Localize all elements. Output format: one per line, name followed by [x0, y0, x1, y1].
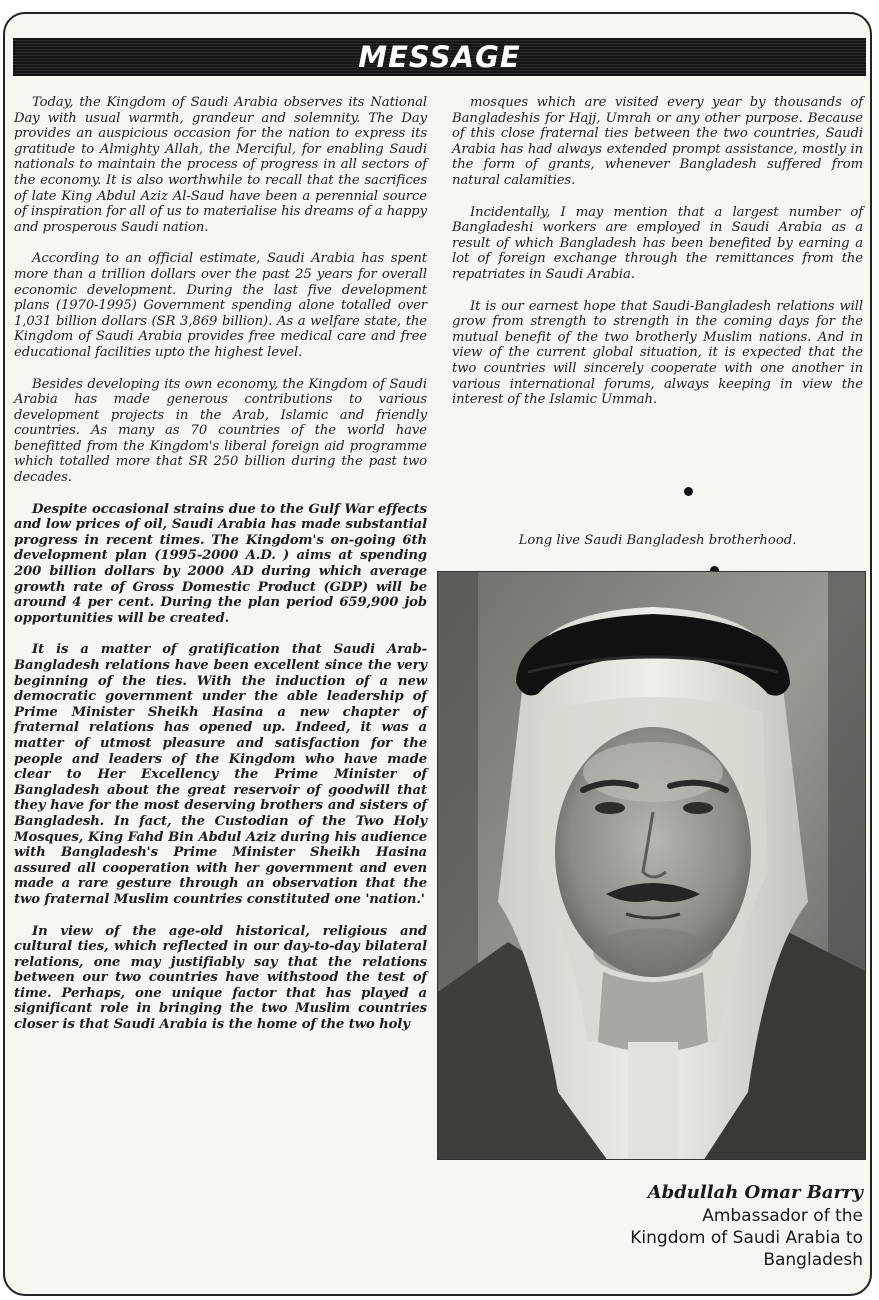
paragraph: In view of the age-old historical, religious and cultural ties, which reflected in our day-to-day bilateral relations, one may justifiably say that the relations between our two countries have withstood the test of time. Perhaps, one unique factor that has played a significant role in bringing the two Muslim countries closer is that Saudi Arabia is the home of the two holy	[14, 923, 427, 1033]
closing-line: Long live Saudi Bangladesh brotherhood.	[518, 533, 797, 548]
signatory-title-line: Ambassador of the	[702, 1206, 863, 1226]
ambassador-portrait	[437, 571, 866, 1160]
right-text-column	[452, 95, 863, 424]
paragraph: Besides developing its own economy, the Kingdom of Saudi Arabia has made generous contributions to various development projects in the Arab, Islamic and friendly countries. As many as 70 countries of the world have benefitted from the Kingdom's liberal foreign aid programme which totalled more that SR 250 billion during the past two decades.	[14, 376, 427, 486]
paragraph: Today, the Kingdom of Saudi Arabia observes its National Day with usual warmth, grandeur and solemnity. The Day provides an auspicious occasion for the nation to express its gratitude to Almighty Allah, the Merciful, for enabling Saudi nationals to maintain the process of progress in all sectors of the economy. It is also worthwhile to recall that the sacrifices of late King Abdul Aziz Al-Saud have been a perennial source of inspiration for all of us to materialise his dreams of a happy and prosperous Saudi nation.	[14, 95, 427, 235]
signatory-title-line: Bangladesh	[763, 1250, 863, 1270]
paragraph: Despite occasional strains due to the Gulf War effects and low prices of oil, Saudi Arabia has made substantial progress in recent times. The Kingdom's on-going 6th development plan (1995-2000 A.D. ) aims at spending 200 billion dollars by 2000 AD during which average growth rate of Gross Domestic Product (GDP) will be around 4 per cent. During the plan period 659,900 job opportunities will be created.	[14, 501, 427, 626]
left-text-column	[14, 95, 427, 1049]
banner-title: MESSAGE	[358, 40, 521, 74]
paragraph: mosques which are visited every year by thousands of Bangladeshis for Hajj, Umrah or any other purpose. Because of this close fraternal ties between the two countries, Saudi Arabia has had always extended prompt assistance, mostly in the form of grants, whenever Bangladesh suffered from natural calamities.	[452, 95, 863, 188]
signature-block	[452, 1180, 863, 1271]
bullet-dot-icon	[684, 487, 693, 496]
paragraph: It is a matter of gratification that Saudi Arab-Bangladesh relations have been excellent since the very beginning of the ties. With the induction of a new democratic government under the able leadership of Prime Minister Sheikh Hasina a new chapter of fraternal relations has opened up. Indeed, it was a matter of utmost pleasure and satisfaction for the people and leaders of the Kingdom who have made clear to Her Excellency the Prime Minister of Bangladesh about the great reservoir of goodwill that they have for the most deserving brothers and sisters of Bangladesh. In fact, the Custodian of the Two Holy Mosques, King Fahd Bin Abdul Aziz during his audience with Bangladesh's Prime Minister Sheikh Hasina assured all cooperation with her government and even made a rare gesture through an observation that the two fraternal Muslim countries constituted one 'nation.'	[14, 642, 427, 907]
paragraph: According to an official estimate, Saudi Arabia has spent more than a trillion dollars over the past 25 years for overall economic development. During the last five development plans (1970-1995) Government spending alone totalled over 1,031 billion dollars (SR 3,869 billion). As a welfare state, the Kingdom of Saudi Arabia provides free medical care and free educational facilities upto the highest level.	[14, 251, 427, 360]
portrait-illustration	[438, 572, 866, 1160]
signatory-title-line: Kingdom of Saudi Arabia to	[630, 1228, 863, 1248]
signatory-name: Abdullah Omar Barry	[647, 1182, 863, 1203]
message-banner	[13, 38, 866, 76]
paragraph: Incidentally, I may mention that a largest number of Bangladeshi workers are employed in Saudi Arabia as a result of which Bangladesh has been benefited by earning a lot of foreign exchange through the remittances from the repatriates in Saudi Arabia.	[452, 204, 863, 282]
paragraph: It is our earnest hope that Saudi-Bangladesh relations will grow from strength to strength in the coming days for the mutual benefit of the two brotherly Muslim nations. And in view of the current global situation, it is expected that the two countries will sincerely cooperate with one another in various international forums, always keeping in view the interest of the Islamic Ummah.	[452, 298, 863, 408]
